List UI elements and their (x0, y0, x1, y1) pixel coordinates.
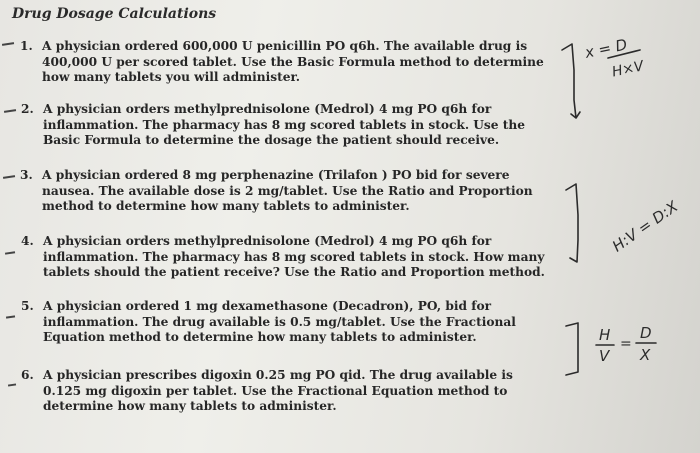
bracket-basic-formula (562, 44, 580, 118)
question-text: A physician ordered 600,000 U penicillin PO q6h. The available drug is 400,000 U per scored tablet. Use the Basic Formula method to determine how many tablets you will administer. (42, 39, 544, 84)
question-text: A physician ordered 1 mg dexamethasone (Decadron), PO, bid for inflammation. The drug available is 0.5 mg/tablet. Use the Fractional Equation method to determine how many tablets to administer. (43, 299, 516, 344)
question-number: 2. (21, 102, 34, 116)
question-number: 6. (21, 368, 34, 382)
fraction-left-top: H (599, 326, 611, 344)
fraction-equals: = (620, 336, 632, 352)
question-text: A physician orders methylprednisolone (Medrol) 4 mg PO q6h for inflammation. The pharmacy has 8 mg scored tablets in stock. How many tablets should the patient receive? Use the Ratio and Proportion method. (43, 234, 545, 279)
fraction-left-bottom: V (599, 347, 610, 365)
basic-formula-text: x = D (583, 35, 629, 62)
basic-formula-denominator: H×V (610, 58, 646, 81)
question-number: 4. (21, 234, 34, 248)
question-text: A physician orders methylprednisolone (Medrol) 4 mg PO q6h for inflammation. The pharmacy has 8 mg scored tablets in stock. Use the Basic Formula to determine the dosage the patient should receive. (43, 102, 526, 147)
page-title: Drug Dosage Calculations (12, 6, 217, 22)
question-text: A physician ordered 8 mg perphenazine (Trilafon ) PO bid for severe nausea. The available dose is 2 mg/tablet. Use the Ratio and Proportion method to determine how many tablets to administer. (42, 168, 533, 213)
bracket-fractional-equation (566, 323, 578, 375)
question-text: A physician prescribes digoxin 0.25 mg PO qid. The drug available is 0.125 mg digoxin per tablet. Use the Fractional Equation method to determine how many tablets to administer. (43, 368, 513, 413)
bracket-ratio-proportion (566, 184, 578, 262)
ratio-proportion-text: H:V = D:X (608, 197, 682, 256)
question-number: 3. (20, 168, 33, 182)
fraction-right-bottom: X (640, 346, 651, 364)
fraction-right-top: D (640, 324, 652, 342)
question-number: 1. (20, 39, 33, 53)
question-number: 5. (21, 299, 34, 313)
